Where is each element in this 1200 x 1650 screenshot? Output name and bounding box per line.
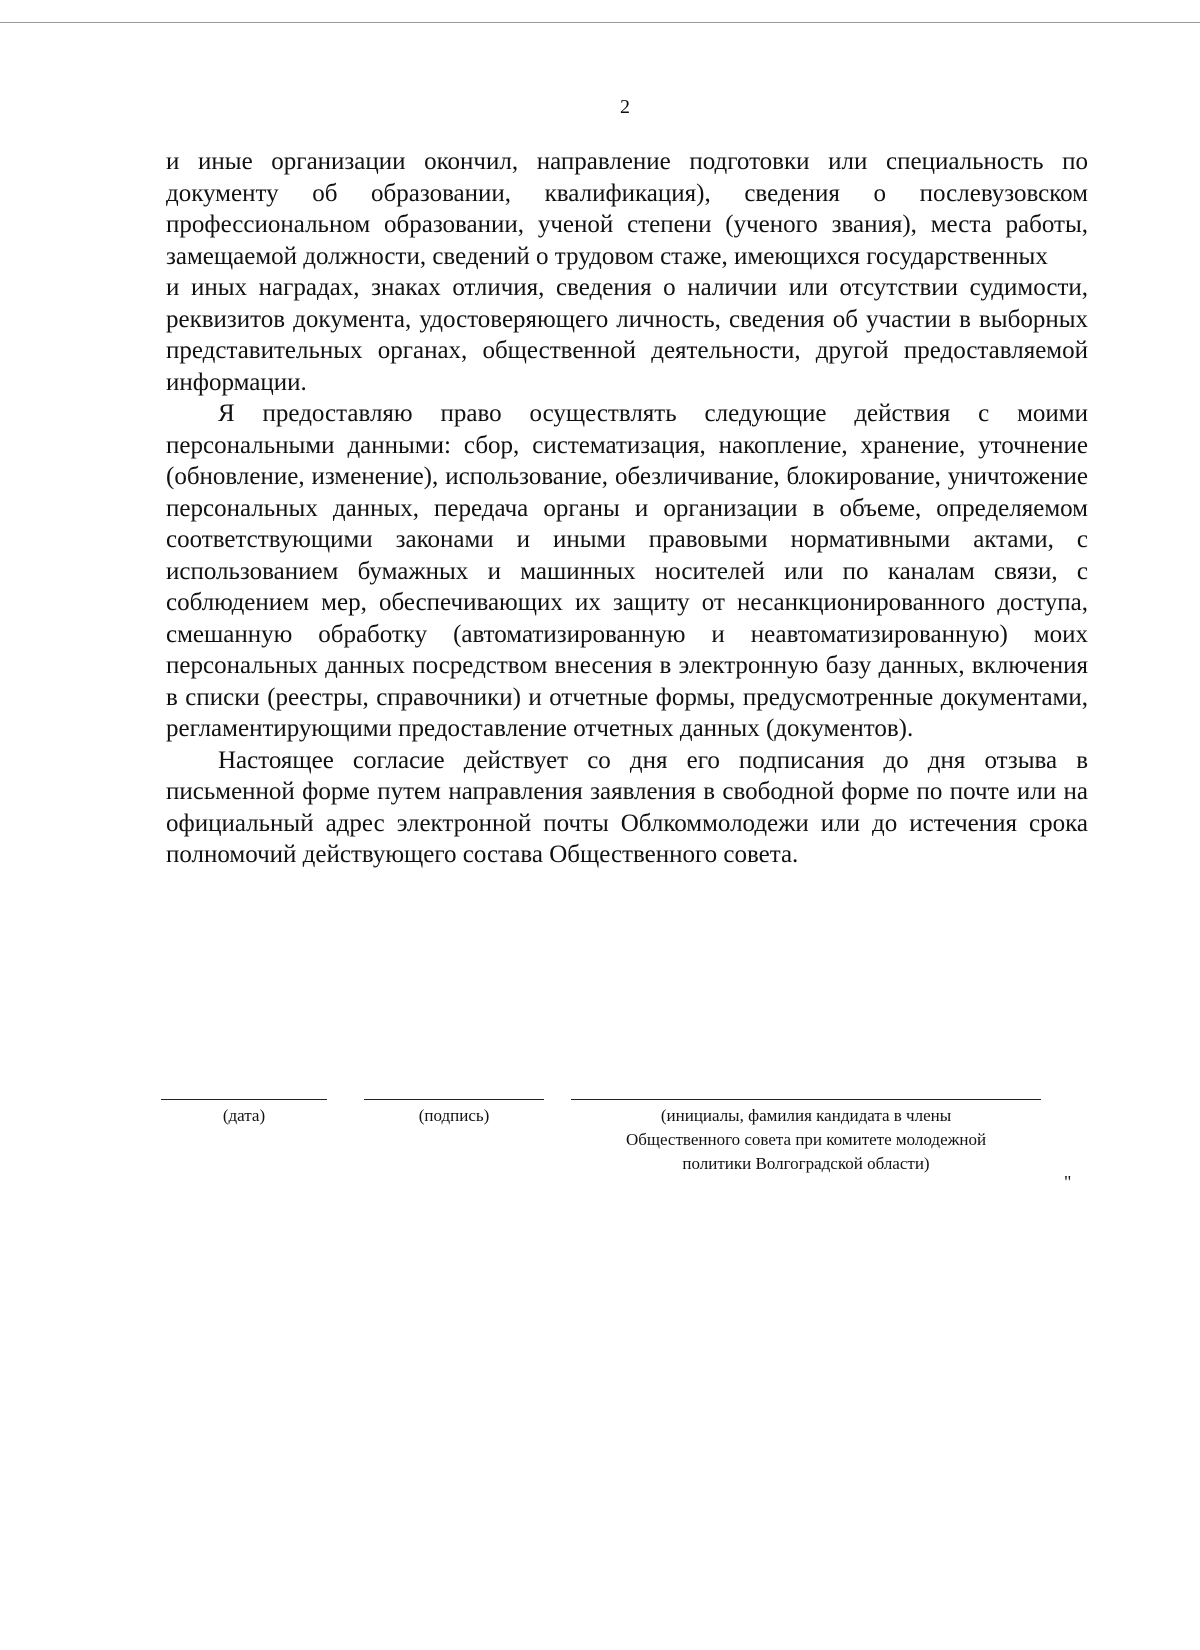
paragraph-education-details: и иные организации окончил, направление подготовки или специальность по документу об образовании, квалификация), сведения о послевузовском профессиональном образовании, ученой степени (ученого звания), места работы, замещаемой должности, сведений о трудовом стаже, имеющихся государственных [166, 148, 1088, 270]
paragraph-consent-validity: Настоящее согласие действует со дня его подписания до дня отзыва в письменной форме путем направления заявления в свободной форме по почте или на официальный адрес электронной почты Облкоммолодежи или до истечения срока полномочий действующего состава Общественного совета. [166, 746, 1088, 868]
paragraph-data-processing-consent: Я предоставляю право осуществлять следующие действия с моими персональными данными: сбор, систематизация, накопление, хранение, уточнение (обновление, изменение), использование, обезличивание, блокирование, уничтожение персональных данных, передача органы и организации в объеме, определяемом соответствующими законами и иными правовыми нормативными актами, с использованием бумажных и машинных носителей или по каналам связи, с соблюдением мер, обеспечивающих их защиту от несанкционированного доступа, смешанную обработку (автоматизированную и неавтоматизированную) моих персональных данных посредством внесения в электронную базу данных, включения в списки (реестры, справочники) и отчетные формы, предусмотренные документами, регламентирующими предоставление отчетных данных (документов). [166, 400, 1088, 742]
date-caption: (дата) [222, 1106, 266, 1125]
page-number: 2 [620, 96, 630, 118]
name-caption-line-1: (инициалы, фамилия кандидата в члены [660, 1106, 952, 1125]
name-line [571, 1099, 1041, 1100]
scan-top-edge-line [0, 22, 1200, 23]
signature-line [364, 1099, 544, 1100]
name-caption-line-3: политики Волгоградской области) [682, 1154, 930, 1173]
paragraph-awards-details: и иных наградах, знаках отличия, сведения о наличии или отсутствии судимости, реквизитов документа, удостоверяющего личность, сведения об участии в выборных представительных органах, общественной деятельности, другой предоставляемой информации. [166, 274, 1088, 396]
name-caption [571, 1104, 1041, 1176]
trailing-quote-mark: " [1064, 1172, 1072, 1192]
name-caption-line-2: Общественного совета при комитете молодежной [625, 1130, 987, 1149]
document-body [166, 146, 1088, 871]
date-line [161, 1099, 327, 1100]
signature-caption: (подпись) [418, 1106, 490, 1125]
